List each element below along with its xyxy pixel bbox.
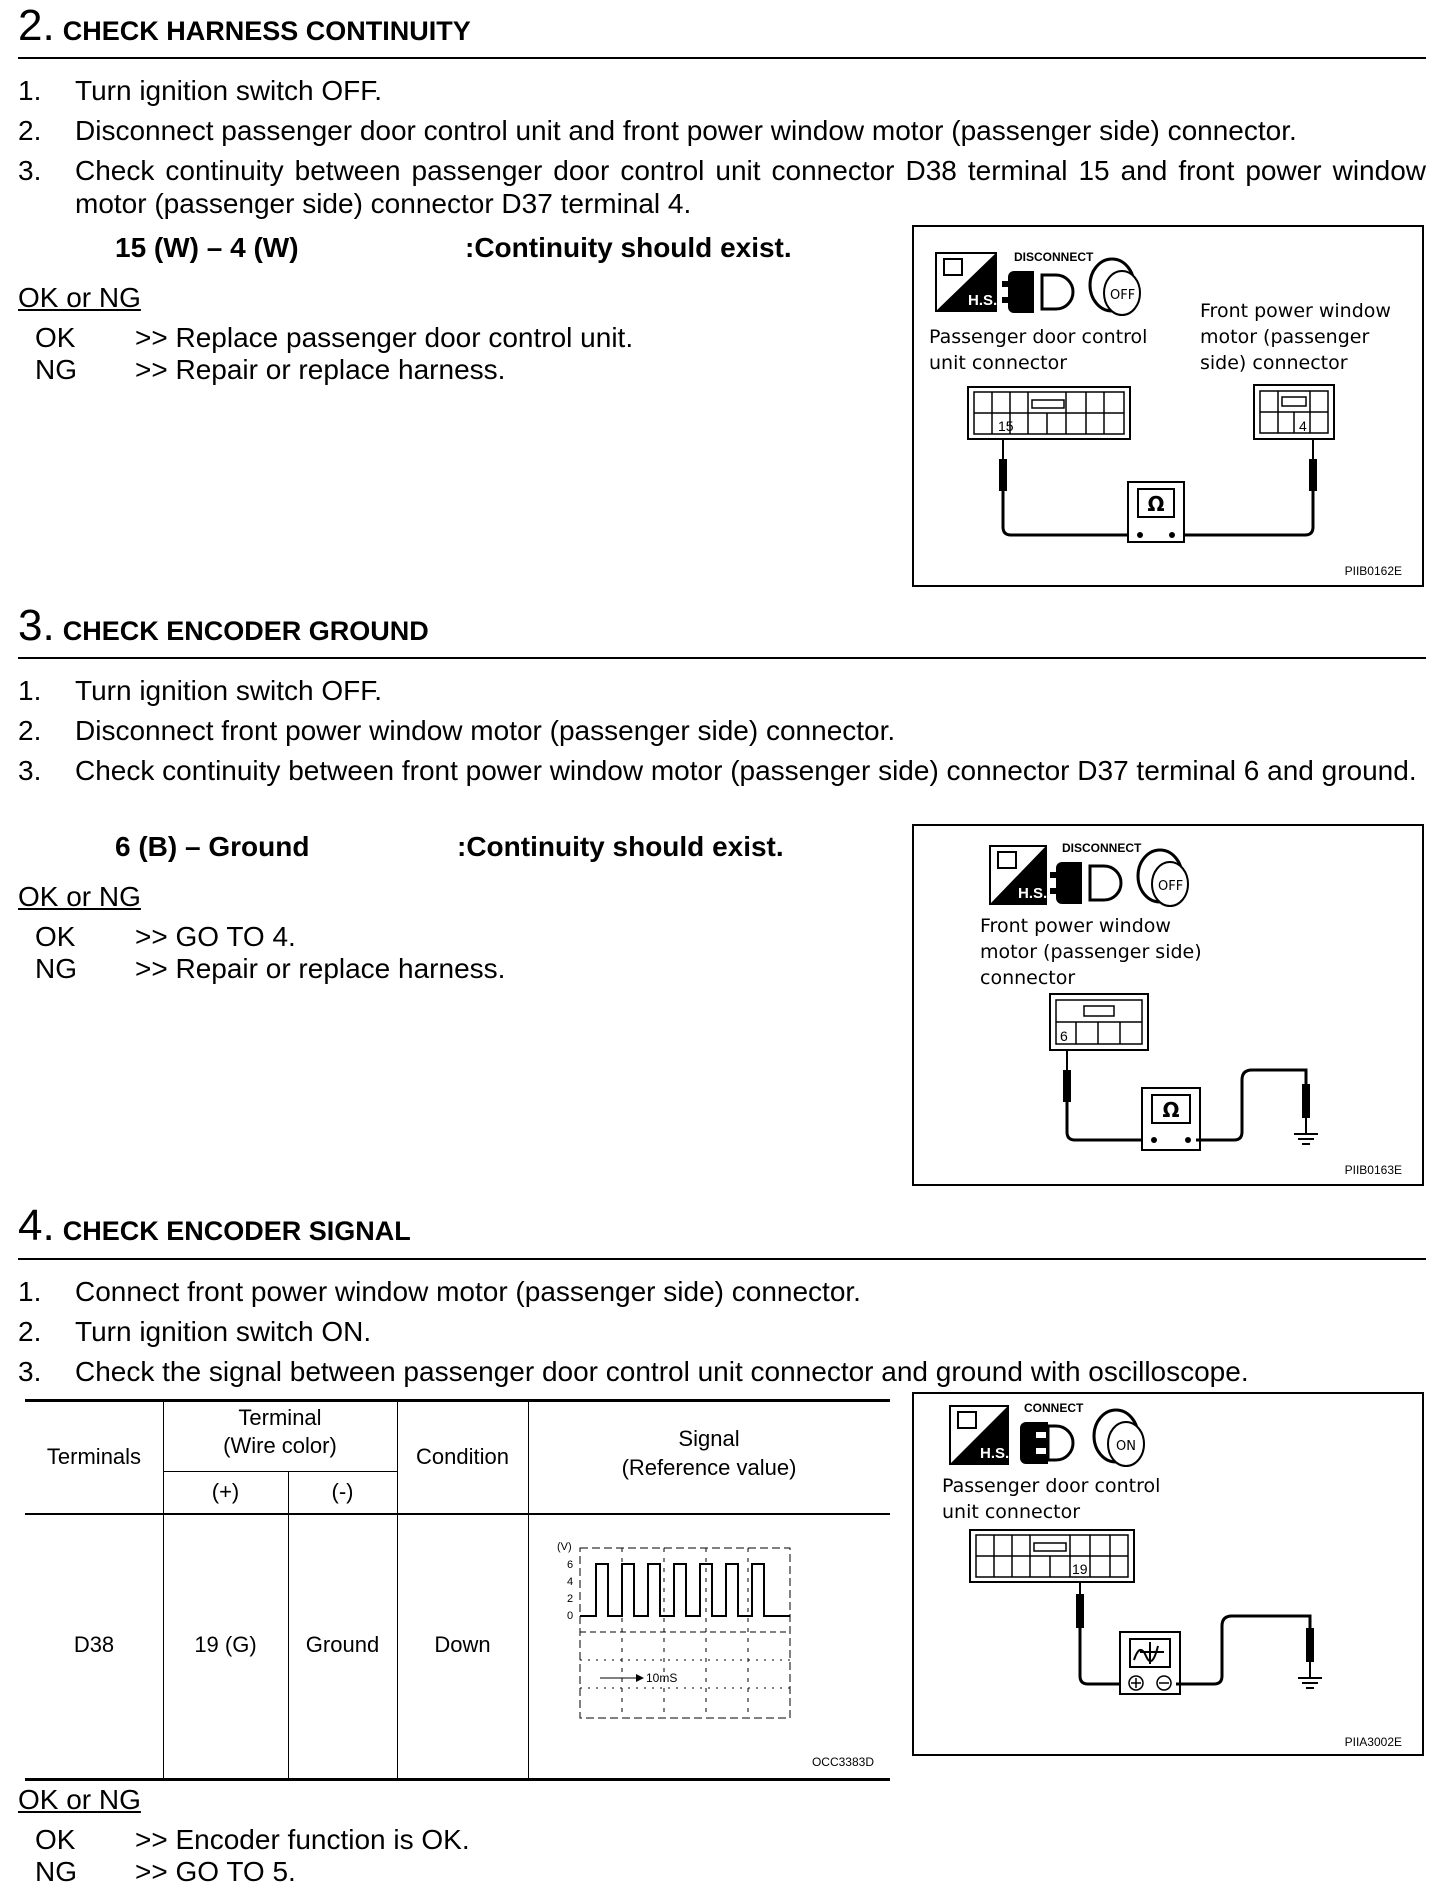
item-text: Check the signal between passenger door control unit connector and ground with oscilloscope. <box>75 1356 1249 1387</box>
scope-time-label: 10mS <box>646 1671 678 1685</box>
figure-code: PIIA3002E <box>1344 1735 1402 1749</box>
oscilloscope-icon <box>1120 1632 1180 1694</box>
ok-ng-heading: OK or NG <box>18 282 141 313</box>
header-minus: (-) <box>331 1479 354 1504</box>
probe <box>1302 1084 1310 1118</box>
ohmmeter-icon <box>1128 482 1184 542</box>
disconnect-label: DISCONNECT <box>1014 250 1094 264</box>
continuity-diagram-2 <box>912 824 1424 1186</box>
continuity-diagram-1 <box>912 225 1424 587</box>
hs-label: H.S. <box>968 292 998 309</box>
item-text: Turn ignition switch OFF. <box>75 75 383 106</box>
spec-terminals: 6 (B) – Ground <box>115 831 310 862</box>
header-terminal-line1: Terminal <box>238 1405 322 1430</box>
ignition-key-off-icon <box>1090 259 1140 315</box>
probe <box>1076 1594 1084 1628</box>
probe <box>1306 1628 1314 1662</box>
step-4-heading <box>18 1201 411 1250</box>
scope-tick: 2 <box>567 1593 574 1605</box>
switch-state-label: OFF <box>1158 879 1184 894</box>
probe <box>1309 459 1317 491</box>
item-number: 1. <box>18 1276 42 1307</box>
front-power-window-motor-connector <box>1050 994 1148 1050</box>
cell-condition: Down <box>434 1632 491 1657</box>
connector-label-line2: motor (passenger side) <box>980 941 1202 963</box>
terminal-15-label: 15 <box>998 418 1014 434</box>
result-text: >> GO TO 4. <box>135 921 296 952</box>
header-signal-line2: (Reference value) <box>621 1455 797 1480</box>
step-2-number: 2. <box>18 1 55 50</box>
item-text: Turn ignition switch ON. <box>75 1316 372 1347</box>
item-text: Disconnect passenger door control unit and front power window motor (passenger side) connector. <box>75 115 1297 146</box>
connector-label-line3: connector <box>980 967 1076 989</box>
terminal-4-label: 4 <box>1299 418 1307 434</box>
connector-b-label-line2: motor (passenger <box>1200 326 1370 348</box>
connect-connector-icon <box>1020 1422 1073 1464</box>
connector-a-label-line2: unit connector <box>929 352 1068 374</box>
result-label: NG <box>35 1856 77 1887</box>
figure-code: PIIB0162E <box>1344 564 1402 578</box>
ground-symbol-icon <box>1298 1662 1322 1688</box>
hs-label: H.S. <box>980 1445 1010 1462</box>
scope-tick: 4 <box>567 1576 574 1588</box>
hand-tool-icon <box>936 253 997 311</box>
result-text: >> Repair or replace harness. <box>135 953 506 984</box>
switch-state-label: ON <box>1116 1439 1136 1454</box>
ok-ng-heading: OK or NG <box>18 1784 141 1815</box>
ohmmeter-icon <box>1142 1088 1200 1150</box>
step-2-title: CHECK HARNESS CONTINUITY <box>62 16 471 46</box>
header-terminal-line2: (Wire color) <box>223 1433 337 1458</box>
disconnect-label: DISCONNECT <box>1062 841 1142 855</box>
terminal-6-label: 6 <box>1060 1028 1068 1044</box>
item-number: 3. <box>18 1356 42 1387</box>
table-rule-header <box>25 1513 890 1515</box>
connect-label: CONNECT <box>1024 1401 1084 1415</box>
oscilloscope-diagram <box>912 1392 1424 1756</box>
item-number: 2. <box>18 715 42 746</box>
item-text: Disconnect front power window motor (passenger side) connector. <box>75 715 896 746</box>
switch-state-label: OFF <box>1110 288 1136 303</box>
step-3-title: CHECK ENCODER GROUND <box>62 616 429 646</box>
cell-minus: Ground <box>305 1632 380 1657</box>
probe <box>999 459 1007 491</box>
cell-terminals: D38 <box>73 1632 115 1657</box>
table-rule-bottom <box>25 1778 890 1781</box>
passenger-door-control-unit-connector <box>970 1530 1134 1582</box>
result-label: OK <box>35 921 76 952</box>
divider <box>18 657 1426 659</box>
result-label: NG <box>35 953 77 984</box>
item-number: 2. <box>18 1316 42 1347</box>
item-number: 3. <box>18 155 42 186</box>
result-text: >> Encoder function is OK. <box>135 1824 470 1855</box>
header-signal-line1: Signal <box>678 1426 740 1451</box>
item-text: Check continuity between passenger door control unit connector D38 terminal 15 and front power window motor (passenger side) connector D37 terminal 4. <box>75 155 1426 219</box>
header-plus: (+) <box>211 1479 240 1504</box>
connector-a-label-line1: Passenger door control <box>929 326 1148 348</box>
connector-b-label-line1: Front power window <box>1200 300 1391 322</box>
probe <box>1063 1070 1071 1102</box>
figure-code: PIIB0163E <box>1344 1163 1402 1177</box>
scope-tick: 0 <box>567 1610 574 1622</box>
result-label: OK <box>35 1824 76 1855</box>
item-number: 1. <box>18 675 42 706</box>
step-3-heading <box>18 601 429 650</box>
result-text: >> GO TO 5. <box>135 1856 296 1887</box>
hs-label: H.S. <box>1018 885 1048 902</box>
cell-plus: 19 (G) <box>194 1632 257 1657</box>
oscilloscope-waveform <box>540 1528 880 1773</box>
divider <box>18 57 1426 59</box>
item-text: Check continuity between front power window motor (passenger side) connector D37 terminal 6 and ground. <box>75 755 1417 786</box>
result-label: OK <box>35 322 76 353</box>
hand-tool-icon <box>990 846 1047 904</box>
spec-result: :Continuity should exist. <box>457 831 784 862</box>
connector-label-line2: unit connector <box>942 1501 1081 1523</box>
header-terminals: Terminals <box>46 1444 142 1469</box>
item-number: 2. <box>18 115 42 146</box>
connector-label-line1: Front power window <box>980 915 1171 937</box>
item-number: 3. <box>18 755 42 786</box>
divider <box>18 1258 1426 1260</box>
ignition-key-on-icon <box>1094 1410 1144 1466</box>
step-3-number: 3. <box>18 601 55 650</box>
result-label: NG <box>35 354 77 385</box>
passenger-door-control-unit-connector <box>968 387 1130 439</box>
item-text: Turn ignition switch OFF. <box>75 675 383 706</box>
table-rule-sub <box>163 1471 397 1472</box>
connector-label-line1: Passenger door control <box>942 1475 1161 1497</box>
header-condition: Condition <box>416 1444 509 1469</box>
table-col-divider <box>288 1471 289 1779</box>
ohm-symbol: Ω <box>1162 1098 1180 1122</box>
hand-tool-icon <box>950 1406 1009 1464</box>
item-text: Connect front power window motor (passenger side) connector. <box>75 1276 861 1307</box>
connector-b-label-line3: side) connector <box>1200 352 1348 374</box>
scope-tick: 6 <box>567 1559 574 1571</box>
ground-symbol-icon <box>1294 1118 1318 1144</box>
step-2-heading <box>18 1 471 50</box>
step-4-number: 4. <box>18 1201 55 1250</box>
ignition-key-off-icon <box>1138 850 1188 906</box>
scope-unit: (V) <box>557 1541 572 1553</box>
table-rule-top <box>25 1399 890 1402</box>
disconnect-connector-icon <box>1002 271 1073 313</box>
result-text: >> Replace passenger door control unit. <box>135 322 634 353</box>
scope-code: OCC3383D <box>811 1755 874 1769</box>
ohm-symbol: Ω <box>1147 492 1165 516</box>
step-4-title: CHECK ENCODER SIGNAL <box>62 1216 411 1246</box>
spec-terminals: 15 (W) – 4 (W) <box>115 232 299 263</box>
front-power-window-motor-connector <box>1254 385 1334 439</box>
ok-ng-heading: OK or NG <box>18 881 141 912</box>
terminal-19-label: 19 <box>1072 1561 1088 1577</box>
item-number: 1. <box>18 75 42 106</box>
result-text: >> Repair or replace harness. <box>135 354 506 385</box>
disconnect-connector-icon <box>1050 862 1121 904</box>
spec-result: :Continuity should exist. <box>465 232 792 263</box>
